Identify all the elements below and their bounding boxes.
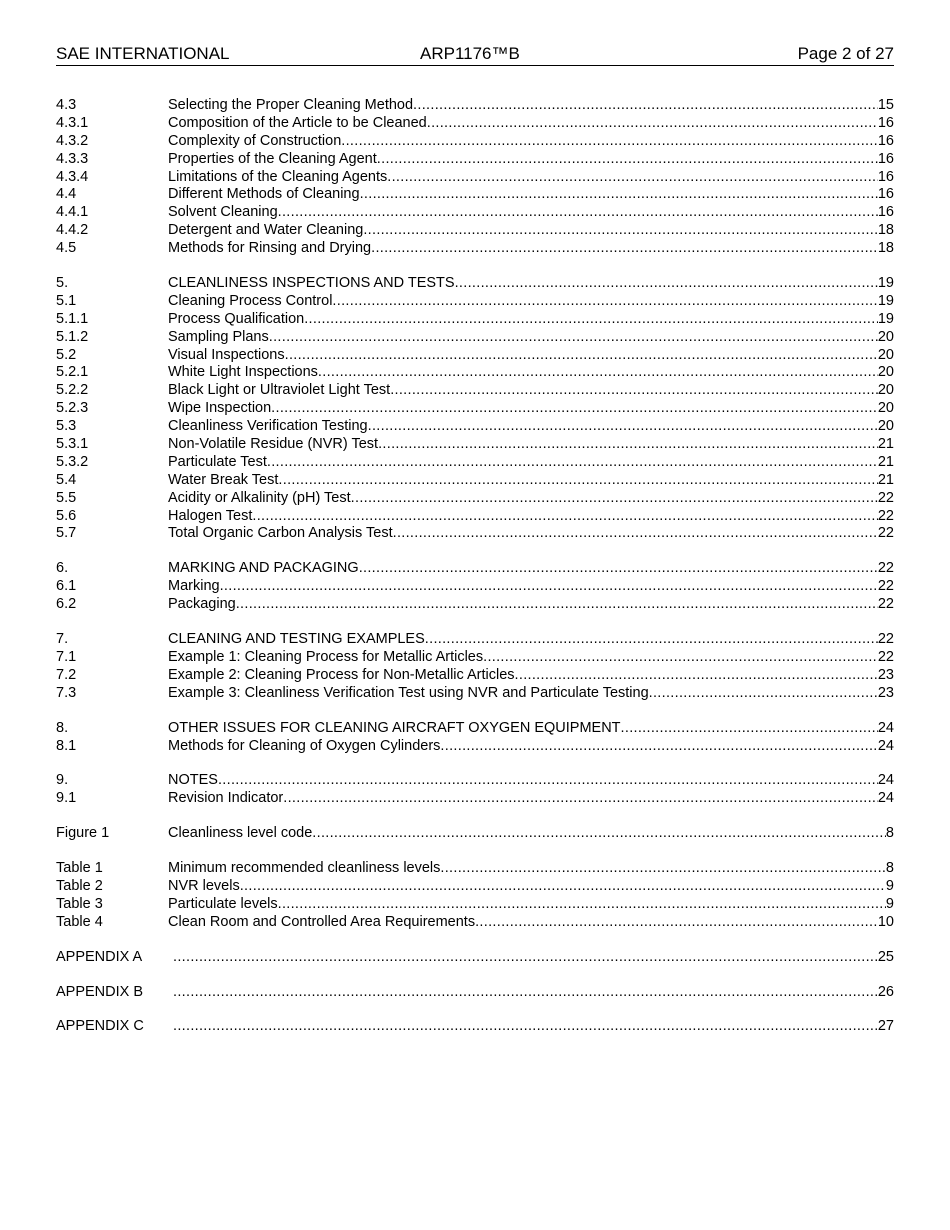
table-of-contents — [56, 97, 894, 1053]
toc-entry-title-line — [168, 1018, 894, 1036]
toc-entry-number: 5.4 — [56, 471, 77, 488]
toc-entry[interactable] — [56, 772, 894, 790]
toc-entry-page: 8 — [885, 825, 894, 842]
toc-group — [56, 860, 894, 932]
toc-entry[interactable] — [56, 151, 894, 169]
toc-entry-number: APPENDIX A — [56, 948, 143, 965]
toc-entry-title-line — [168, 472, 894, 490]
toc-entry[interactable] — [56, 275, 894, 293]
toc-entry-title: Visual Inspections — [168, 346, 285, 363]
dot-leader — [371, 240, 878, 258]
toc-entry[interactable] — [56, 825, 894, 843]
dot-leader — [271, 400, 878, 418]
dot-leader — [220, 578, 878, 596]
toc-entry-number: 4.3 — [56, 97, 77, 113]
toc-entry-number: 7.2 — [56, 666, 77, 683]
toc-entry-title-line — [168, 240, 894, 258]
toc-entry-page: 20 — [877, 364, 894, 381]
toc-entry-title: Cleanliness level code — [168, 825, 313, 842]
toc-entry-page: 21 — [877, 436, 894, 453]
toc-entry-title: Halogen Test — [168, 507, 253, 524]
toc-entry-title: NVR levels — [168, 877, 240, 894]
toc-entry[interactable] — [56, 454, 894, 472]
toc-entry[interactable] — [56, 204, 894, 222]
toc-group — [56, 275, 894, 543]
toc-entry-page: 21 — [877, 453, 894, 470]
toc-entry[interactable] — [56, 115, 894, 133]
toc-entry-page: 20 — [877, 346, 894, 363]
toc-entry-title-line — [168, 720, 894, 738]
toc-entry-title: Particulate levels — [168, 895, 278, 912]
dot-leader — [318, 364, 878, 382]
toc-entry[interactable] — [56, 186, 894, 204]
toc-entry-number: 8.1 — [56, 737, 77, 754]
toc-entry-title-line — [168, 860, 894, 878]
toc-entry-title: Properties of the Cleaning Agent — [168, 150, 377, 167]
toc-entry-title: Detergent and Water Cleaning — [168, 222, 364, 239]
dot-leader — [312, 825, 886, 843]
toc-entry[interactable] — [56, 525, 894, 543]
toc-entry-number: 5.3 — [56, 418, 77, 435]
toc-entry-title: Selecting the Proper Cleaning Method — [168, 97, 414, 113]
toc-entry-title-line — [168, 204, 894, 222]
toc-entry-number: 5.3.2 — [56, 453, 89, 470]
toc-entry-page: 16 — [877, 114, 894, 131]
toc-entry-title: Limitations of the Cleaning Agents — [168, 168, 388, 185]
toc-entry-title: Process Qualification — [168, 310, 305, 327]
toc-group — [56, 984, 894, 1002]
toc-entry[interactable] — [56, 240, 894, 258]
dot-leader — [377, 151, 878, 169]
toc-entry-page: 10 — [877, 913, 894, 930]
toc-entry-page: 24 — [877, 719, 894, 736]
toc-entry-title-line — [168, 400, 894, 418]
toc-entry[interactable] — [56, 720, 894, 738]
toc-entry-title: Acidity or Alkalinity (pH) Test — [168, 489, 351, 506]
toc-entry-page: 15 — [877, 97, 894, 113]
toc-entry-title: Revision Indicator — [168, 790, 284, 807]
toc-entry[interactable] — [56, 667, 894, 685]
toc-group — [56, 949, 894, 967]
toc-entry-number: 5.2.2 — [56, 382, 89, 399]
toc-entry[interactable] — [56, 949, 894, 967]
toc-entry-page: 9 — [885, 895, 894, 912]
toc-group — [56, 97, 894, 258]
dot-leader — [278, 896, 886, 914]
header-page-number: Page 2 of 27 — [797, 44, 894, 63]
toc-entry[interactable] — [56, 400, 894, 418]
toc-entry-number: 5.3.1 — [56, 436, 89, 453]
toc-entry[interactable] — [56, 878, 894, 896]
toc-entry-title-line — [168, 490, 894, 508]
toc-entry-number: Table 2 — [56, 877, 103, 894]
toc-entry[interactable] — [56, 1018, 894, 1036]
toc-group — [56, 720, 894, 756]
toc-entry-title-line — [168, 631, 894, 649]
toc-entry-number: 4.4.1 — [56, 204, 89, 221]
toc-entry-title: Minimum recommended cleanliness levels — [168, 860, 441, 877]
toc-entry-title-line — [168, 454, 894, 472]
toc-entry-number: 9.1 — [56, 790, 77, 807]
toc-entry-number: Table 3 — [56, 895, 103, 912]
toc-entry[interactable] — [56, 418, 894, 436]
toc-entry-title-line — [168, 738, 894, 756]
toc-entry[interactable] — [56, 133, 894, 151]
toc-entry-title: Example 1: Cleaning Process for Metallic Articles — [168, 648, 484, 665]
toc-group — [56, 1018, 894, 1036]
toc-entry-number: 4.3.2 — [56, 132, 89, 149]
toc-entry-title-line — [168, 151, 894, 169]
dot-leader — [240, 878, 886, 896]
toc-entry-title: Sampling Plans — [168, 328, 269, 345]
toc-entry-title: Methods for Rinsing and Drying — [168, 240, 372, 257]
toc-entry-title-line — [168, 914, 894, 932]
toc-entry-number: Figure 1 — [56, 825, 110, 842]
toc-entry-page: 19 — [877, 275, 894, 292]
toc-entry[interactable] — [56, 382, 894, 400]
toc-entry-title-line — [168, 382, 894, 400]
toc-entry[interactable] — [56, 311, 894, 329]
toc-entry-number: 7.1 — [56, 648, 77, 665]
header-doc-number: ARP1176™B — [420, 44, 520, 63]
toc-entry-number: 4.3.1 — [56, 114, 89, 131]
toc-entry-page: 22 — [877, 648, 894, 665]
toc-entry-title-line — [168, 364, 894, 382]
toc-entry-title-line — [168, 133, 894, 151]
toc-entry-title: Solvent Cleaning — [168, 204, 278, 221]
toc-entry-title-line — [168, 293, 894, 311]
dot-leader — [278, 204, 878, 222]
toc-entry-title: CLEANLINESS INSPECTIONS AND TESTS — [168, 275, 455, 292]
toc-entry-title: Example 3: Cleanliness Verification Test using NVR and Particulate Testing — [168, 684, 649, 701]
toc-entry-page: 16 — [877, 168, 894, 185]
toc-entry-title: NOTES — [168, 772, 218, 789]
toc-entry-page: 19 — [877, 310, 894, 327]
toc-entry-title-line — [168, 169, 894, 187]
toc-entry-page: 8 — [885, 860, 894, 877]
toc-group — [56, 560, 894, 614]
toc-entry[interactable] — [56, 914, 894, 932]
toc-entry-title: MARKING AND PACKAGING — [168, 560, 359, 577]
toc-entry-page: 24 — [877, 772, 894, 789]
toc-entry-number: 8. — [56, 719, 69, 736]
toc-entry[interactable] — [56, 738, 894, 756]
toc-entry-title: Wipe Inspection — [168, 400, 272, 417]
toc-entry-number: 5.7 — [56, 525, 77, 542]
toc-entry-page: 18 — [877, 240, 894, 257]
toc-entry[interactable] — [56, 508, 894, 526]
dot-leader — [621, 720, 878, 738]
toc-entry-title-line — [168, 772, 894, 790]
toc-entry[interactable] — [56, 649, 894, 667]
dot-leader — [360, 186, 878, 204]
toc-entry-title: Composition of the Article to be Cleaned — [168, 114, 427, 131]
toc-entry-page: 22 — [877, 578, 894, 595]
toc-entry-title-line — [168, 649, 894, 667]
toc-entry-page: 9 — [885, 877, 894, 894]
dot-leader — [393, 525, 878, 543]
toc-entry-number: 6.2 — [56, 596, 77, 613]
toc-entry[interactable] — [56, 790, 894, 808]
toc-entry[interactable] — [56, 97, 894, 115]
toc-entry[interactable] — [56, 169, 894, 187]
dot-leader — [368, 418, 878, 436]
toc-entry-page: 19 — [877, 292, 894, 309]
toc-entry-title-line — [168, 436, 894, 454]
toc-entry-number: 5.1.1 — [56, 310, 89, 327]
dot-leader — [332, 293, 877, 311]
toc-entry-title: CLEANING AND TESTING EXAMPLES — [168, 631, 425, 648]
toc-entry-title-line — [168, 560, 894, 578]
toc-entry-number: 4.5 — [56, 240, 77, 257]
dot-leader — [218, 772, 878, 790]
toc-entry-title: Complexity of Construction — [168, 132, 342, 149]
dot-leader — [285, 347, 878, 365]
toc-entry-title: Example 2: Cleaning Process for Non-Metallic Articles — [168, 666, 515, 683]
toc-entry-title: Different Methods of Cleaning — [168, 186, 360, 203]
toc-entry-page: 21 — [877, 471, 894, 488]
toc-entry-number: 9. — [56, 772, 69, 789]
toc-entry-title: Black Light or Ultraviolet Light Test — [168, 382, 391, 399]
toc-entry-title-line — [168, 596, 894, 614]
dot-leader — [236, 596, 878, 614]
toc-group — [56, 825, 894, 843]
dot-leader — [390, 382, 878, 400]
dot-leader — [252, 508, 877, 526]
toc-entry-page: 22 — [877, 596, 894, 613]
dot-leader — [363, 222, 878, 240]
toc-entry-title-line — [168, 825, 894, 843]
toc-entry-number: 4.4 — [56, 186, 77, 203]
toc-entry-page: 22 — [877, 525, 894, 542]
toc-entry-page: 20 — [877, 382, 894, 399]
dot-leader — [425, 631, 878, 649]
header-org: SAE INTERNATIONAL — [56, 44, 230, 63]
toc-entry-title-line — [168, 311, 894, 329]
dot-leader — [427, 115, 878, 133]
toc-entry[interactable] — [56, 364, 894, 382]
toc-entry-title-line — [168, 329, 894, 347]
toc-entry-title: Water Break Test — [168, 471, 279, 488]
toc-entry-number: 5.2 — [56, 346, 77, 363]
dot-leader — [440, 860, 886, 878]
toc-entry-number: 4.4.2 — [56, 222, 89, 239]
toc-entry-title: Total Organic Carbon Analysis Test — [168, 525, 393, 542]
toc-entry[interactable] — [56, 896, 894, 914]
toc-group — [56, 631, 894, 703]
toc-entry-title-line — [168, 347, 894, 365]
toc-entry-title-line — [168, 667, 894, 685]
dot-leader — [267, 454, 878, 472]
toc-entry-number: 5.6 — [56, 507, 77, 524]
toc-entry-number: 5.1 — [56, 292, 77, 309]
toc-entry[interactable] — [56, 860, 894, 878]
toc-entry-title-line — [168, 949, 894, 967]
toc-entry-title-line — [168, 878, 894, 896]
toc-entry-page: 23 — [877, 666, 894, 683]
toc-entry-number: 5.1.2 — [56, 328, 89, 345]
toc-entry-title: Cleanliness Verification Testing — [168, 418, 368, 435]
toc-entry-page: 16 — [877, 186, 894, 203]
toc-entry[interactable] — [56, 596, 894, 614]
toc-entry-title-line — [168, 418, 894, 436]
toc-entry-title-line — [168, 508, 894, 526]
toc-entry-title-line — [168, 222, 894, 240]
toc-entry-title: Marking — [168, 578, 220, 595]
dot-leader — [341, 133, 878, 151]
toc-entry[interactable] — [56, 560, 894, 578]
toc-entry-page: 22 — [877, 489, 894, 506]
toc-entry-page: 27 — [877, 1018, 894, 1035]
dot-leader — [173, 1018, 878, 1036]
toc-entry-title-line — [168, 186, 894, 204]
toc-entry-number: APPENDIX B — [56, 983, 144, 1000]
dot-leader — [351, 490, 878, 508]
toc-entry-title-line — [168, 685, 894, 703]
toc-entry-number: 6. — [56, 560, 69, 577]
toc-entry-page: 18 — [877, 222, 894, 239]
toc-entry-title: White Light Inspections — [168, 364, 318, 381]
dot-leader — [413, 97, 878, 115]
toc-entry-title: Non-Volatile Residue (NVR) Test — [168, 436, 379, 453]
toc-entry-number: 7.3 — [56, 684, 77, 701]
toc-entry-title-line — [168, 790, 894, 808]
dot-leader — [475, 914, 878, 932]
page-header — [56, 44, 894, 66]
toc-entry[interactable] — [56, 631, 894, 649]
toc-entry-number: 5.2.3 — [56, 400, 89, 417]
toc-entry[interactable] — [56, 984, 894, 1002]
toc-entry-title-line — [168, 578, 894, 596]
toc-entry-page: 24 — [877, 790, 894, 807]
toc-entry-page: 22 — [877, 507, 894, 524]
toc-entry-title: Packaging — [168, 596, 236, 613]
toc-entry-title: Clean Room and Controlled Area Requirements — [168, 913, 476, 930]
dot-leader — [278, 472, 877, 490]
toc-entry[interactable] — [56, 329, 894, 347]
toc-entry-number: 6.1 — [56, 578, 77, 595]
toc-entry[interactable] — [56, 436, 894, 454]
toc-entry-page: 16 — [877, 150, 894, 167]
toc-entry-title: Cleaning Process Control — [168, 292, 333, 309]
dot-leader — [455, 275, 878, 293]
dot-leader — [173, 984, 878, 1002]
dot-leader — [649, 685, 878, 703]
toc-entry[interactable] — [56, 347, 894, 365]
toc-entry-title: Methods for Cleaning of Oxygen Cylinders — [168, 737, 441, 754]
dot-leader — [173, 949, 878, 967]
toc-entry-number: APPENDIX C — [56, 1018, 144, 1035]
toc-entry-page: 16 — [877, 204, 894, 221]
toc-entry-number: 4.3.4 — [56, 168, 89, 185]
dot-leader — [483, 649, 878, 667]
toc-entry-page: 26 — [877, 983, 894, 1000]
toc-entry-title-line — [168, 115, 894, 133]
toc-entry-title-line — [168, 525, 894, 543]
toc-entry-page: 25 — [877, 948, 894, 965]
toc-entry-page: 16 — [877, 132, 894, 149]
dot-leader — [378, 436, 878, 454]
toc-entry-page: 20 — [877, 418, 894, 435]
toc-entry-page: 22 — [877, 560, 894, 577]
toc-entry-page: 22 — [877, 631, 894, 648]
toc-entry-number: 4.3.3 — [56, 150, 89, 167]
toc-entry-page: 23 — [877, 684, 894, 701]
dot-leader — [440, 738, 877, 756]
dot-leader — [359, 560, 878, 578]
toc-entry-number: Table 4 — [56, 913, 103, 930]
toc-entry-title: OTHER ISSUES FOR CLEANING AIRCRAFT OXYGEN EQUIPMENT — [168, 719, 621, 736]
toc-entry[interactable] — [56, 472, 894, 490]
toc-entry-number: 7. — [56, 631, 69, 648]
toc-entry-page: 20 — [877, 328, 894, 345]
toc-entry[interactable] — [56, 685, 894, 703]
toc-entry-title-line — [168, 275, 894, 293]
toc-entry-page: 24 — [877, 737, 894, 754]
dot-leader — [304, 311, 878, 329]
toc-group — [56, 772, 894, 808]
toc-entry[interactable] — [56, 293, 894, 311]
dot-leader — [269, 329, 878, 347]
toc-entry-number: 5.5 — [56, 489, 77, 506]
toc-entry-number: 5. — [56, 275, 69, 292]
toc-entry-title-line — [168, 984, 894, 1002]
toc-entry-title-line — [168, 896, 894, 914]
toc-entry[interactable] — [56, 578, 894, 596]
toc-entry-title-line — [168, 97, 894, 115]
toc-entry[interactable] — [56, 222, 894, 240]
toc-entry-number: Table 1 — [56, 860, 103, 877]
toc-entry-number: 5.2.1 — [56, 364, 89, 381]
toc-entry-page: 20 — [877, 400, 894, 417]
toc-entry-title: Particulate Test — [168, 453, 267, 470]
toc-entry[interactable] — [56, 490, 894, 508]
dot-leader — [283, 790, 878, 808]
dot-leader — [387, 169, 878, 187]
dot-leader — [515, 667, 878, 685]
